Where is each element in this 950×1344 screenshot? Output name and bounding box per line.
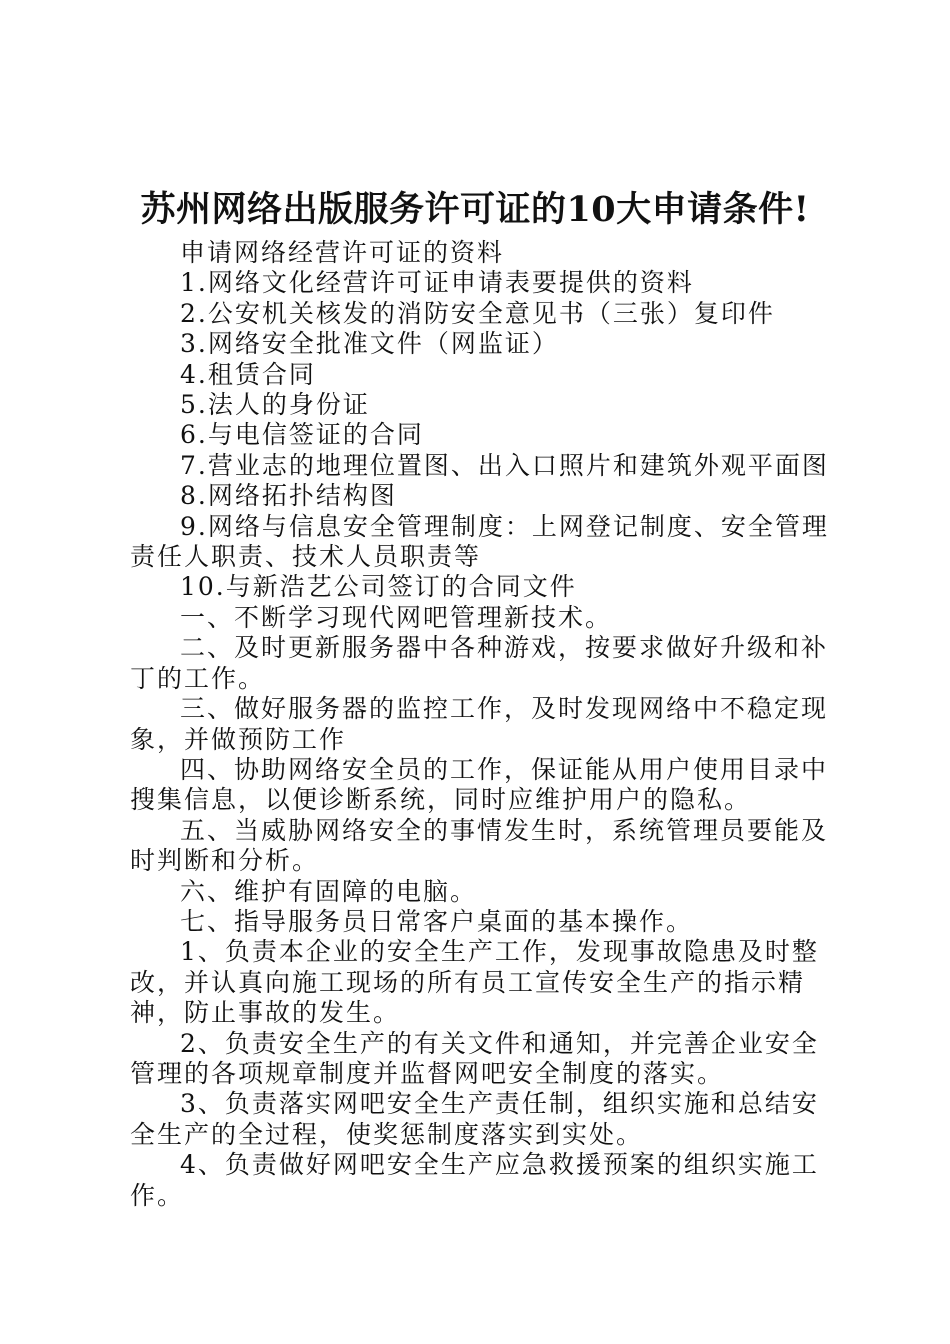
paragraph-safety-1: 1、负责本企业的安全生产工作，发现事故隐患及时整改，并认真向施工现场的所有员工宣传安全生产的指示精神，防止事故的发生。 xyxy=(130,937,819,1028)
paragraph-safety-3: 3、负责落实网吧安全生产责任制，组织实施和总结安全生产的全过程，使奖惩制度落实到实处。 xyxy=(130,1089,819,1149)
paragraph-item-2: 2.公安机关核发的消防安全意见书（三张）复印件 xyxy=(180,298,775,328)
paragraph-duty-5: 五、当威胁网络安全的事情发生时，系统管理员要能及时判断和分析。 xyxy=(130,815,829,876)
paragraph-duty-1: 一、不断学习现代网吧管理新技术。 xyxy=(180,602,613,632)
paragraph-safety-2: 2、负责安全生产的有关文件和通知，并完善企业安全管理的各项规章制度并监督网吧安全制度的落实。 xyxy=(130,1028,819,1088)
paragraph-safety-4: 4、负责做好网吧安全生产应急救援预案的组织实施工作。 xyxy=(130,1150,819,1210)
paragraph-item-7: 7.营业志的地理位置图、出入口照片和建筑外观平面图 xyxy=(180,450,829,480)
paragraph-item-6: 6.与电信签证的合同 xyxy=(180,420,424,450)
document-body xyxy=(130,238,830,1211)
paragraph-item-3: 3.网络安全批准文件（网监证） xyxy=(180,329,559,359)
document-title: 苏州网络出版服务许可证的10大申请条件! xyxy=(140,189,810,230)
paragraph-duty-6: 六、维护有固障的电脑。 xyxy=(180,876,478,906)
paragraph-item-1: 1.网络文化经营许可证申请表要提供的资料 xyxy=(180,268,694,298)
paragraph-item-8: 8.网络拓扑结构图 xyxy=(180,481,397,511)
paragraph-duty-7: 七、指导服务员日常客户桌面的基本操作。 xyxy=(180,906,694,936)
paragraph-item-10: 10.与新浩艺公司签订的合同文件 xyxy=(180,572,577,602)
paragraph-item-5: 5.法人的身份证 xyxy=(180,390,370,420)
paragraph-duty-4: 四、协助网络安全员的工作，保证能从用户使用目录中搜集信息，以便诊断系统，同时应维护用户的隐私。 xyxy=(130,754,829,815)
paragraph-item-9: 9.网络与信息安全管理制度：上网登记制度、安全管理责任人职责、技术人员职责等 xyxy=(130,511,829,572)
paragraph-duty-3: 三、做好服务器的监控工作，及时发现网络中不稳定现象，并做预防工作 xyxy=(130,694,829,754)
paragraph-materials-heading: 申请网络经营许可证的资料 xyxy=(180,238,505,267)
paragraph-duty-2: 二、及时更新服务器中各种游戏，按要求做好升级和补丁的工作。 xyxy=(130,633,829,693)
paragraph-item-4: 4.租赁合同 xyxy=(180,359,316,389)
